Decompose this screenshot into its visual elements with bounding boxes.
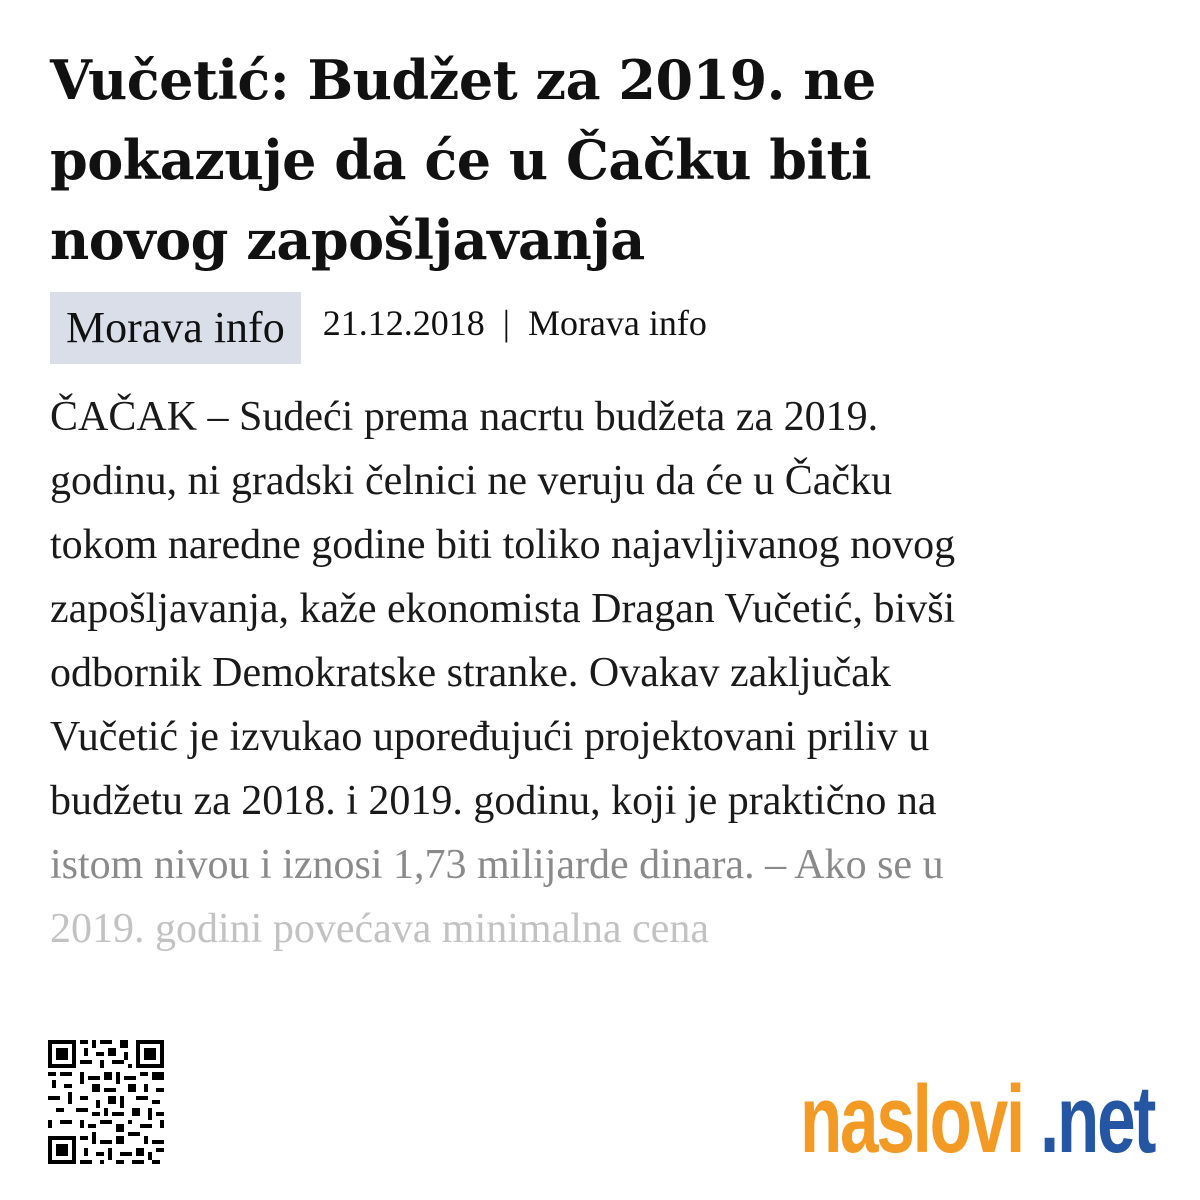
naslovi-net-logo[interactable] <box>800 1066 1170 1173</box>
article-source[interactable]: Morava info <box>527 303 707 343</box>
body-line: 2019. godini povećava minimalna cena <box>50 906 709 952</box>
body-line: Vučetić je izvukao upoređujući projektovani priliv u <box>50 714 930 760</box>
article-meta <box>50 292 1150 364</box>
body-line: tokom naredne godine biti toliko najavljivanog novog <box>50 522 956 568</box>
source-badge[interactable]: Morava info <box>50 292 301 364</box>
body-line: godinu, ni gradski čelnici ne veruju da će u Čačku <box>50 458 893 504</box>
body-line: zapošljavanja, kaže ekonomista Dragan Vučetić, bivši <box>50 586 956 632</box>
logo-text-primary: naslovi <box>800 1066 1024 1173</box>
headline-line: pokazuje da će u Čačku biti <box>50 128 871 192</box>
qr-code-icon[interactable] <box>48 1040 164 1164</box>
meta-separator: | <box>502 303 510 343</box>
meta-line <box>323 302 707 344</box>
body-line: budžetu za 2018. i 2019. godinu, koji je praktično na <box>50 778 937 824</box>
body-line: istom nivou i iznosi 1,73 milijarde dinara. – Ako se u <box>50 842 944 888</box>
logo-text-secondary: .net <box>1039 1066 1155 1173</box>
body-line: odbornik Demokratske stranke. Ovakav zaključak <box>50 650 891 696</box>
article-date: 21.12.2018 <box>322 303 485 343</box>
article-body <box>50 385 1150 961</box>
article-headline[interactable] <box>50 40 1150 280</box>
body-line: ČAČAK – Sudeći prema nacrtu budžeta za 2019. <box>50 394 879 440</box>
headline-line: Vučetić: Budžet za 2019. ne <box>50 48 876 112</box>
article-card <box>50 40 1150 364</box>
headline-line: novog zapošljavanja <box>50 208 645 272</box>
qr-code-graphic <box>48 1040 164 1164</box>
